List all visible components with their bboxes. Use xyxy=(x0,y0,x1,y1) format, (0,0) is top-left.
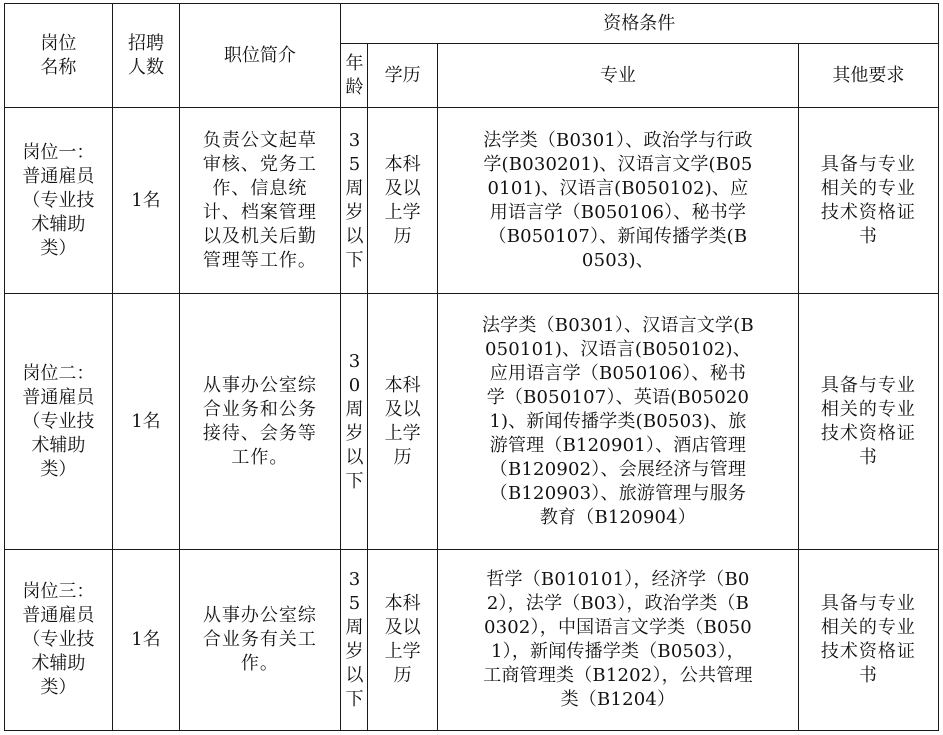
header-other: 其他要求 xyxy=(798,44,938,108)
table-row xyxy=(5,294,939,550)
header-description: 职位简介 xyxy=(180,4,340,108)
table-row xyxy=(5,108,939,294)
header-major: 专业 xyxy=(438,44,799,108)
major-cell: 哲学（B010101），经济学（B02），法学（B03），政治学类（B0302），中国语言文学类（B0501），新闻传播学类（B0503），工商管理类（B1202），公共管理类（B1204） xyxy=(438,550,799,731)
header-age: 年龄 xyxy=(340,44,368,108)
header-education: 学历 xyxy=(368,44,438,108)
count-cell: 1名 xyxy=(112,550,180,731)
other-requirements-cell: 具备与专业相关的专业技术资格证书 xyxy=(798,550,938,731)
education-cell: 本科及以上学历 xyxy=(368,294,438,550)
header-position-name: 岗位名称 xyxy=(5,4,113,108)
other-requirements-cell: 具备与专业相关的专业技术资格证书 xyxy=(798,108,938,294)
position-cell: 岗位三：普通雇员（专业技术辅助类） xyxy=(5,550,113,731)
header-row-top xyxy=(5,4,939,44)
major-cell: 法学类（B0301）、政治学与行政学(B030201)、汉语言文学(B050101)、汉语言(B050102)、应用语言学（B050106）、秘书学（B050107）、新闻传播学类(B0503)、 xyxy=(438,108,799,294)
position-cell: 岗位二：普通雇员（专业技术辅助类） xyxy=(5,294,113,550)
position-cell: 岗位一：普通雇员（专业技术辅助类） xyxy=(5,108,113,294)
education-cell: 本科及以上学历 xyxy=(368,550,438,731)
description-cell: 负责公文起草审核、党务工作、信息统计、档案管理以及机关后勤管理等工作。 xyxy=(180,108,340,294)
major-cell: 法学类（B0301）、汉语言文学(B050101)、汉语言(B050102)、应用语言学（B050106）、秘书学（B050107）、英语(B050201)、新闻传播学类(B0503)、旅游管理（B120901）、酒店管理（B120902）、会展经济与管理（B120903）、旅游管理与服务教育（B120904） xyxy=(438,294,799,550)
description-cell: 从事办公室综合业务和公务接待、会务等工作。 xyxy=(180,294,340,550)
count-cell: 1名 xyxy=(112,294,180,550)
age-cell: 35周岁以下 xyxy=(340,108,368,294)
table-row xyxy=(5,550,939,731)
header-qualifications: 资格条件 xyxy=(340,4,938,44)
count-cell: 1名 xyxy=(112,108,180,294)
header-count: 招聘人数 xyxy=(112,4,180,108)
age-cell: 35周岁以下 xyxy=(340,550,368,731)
age-cell: 30周岁以下 xyxy=(340,294,368,550)
other-requirements-cell: 具备与专业相关的专业技术资格证书 xyxy=(798,294,938,550)
education-cell: 本科及以上学历 xyxy=(368,108,438,294)
recruitment-table xyxy=(4,3,939,731)
description-cell: 从事办公室综合业务有关工作。 xyxy=(180,550,340,731)
